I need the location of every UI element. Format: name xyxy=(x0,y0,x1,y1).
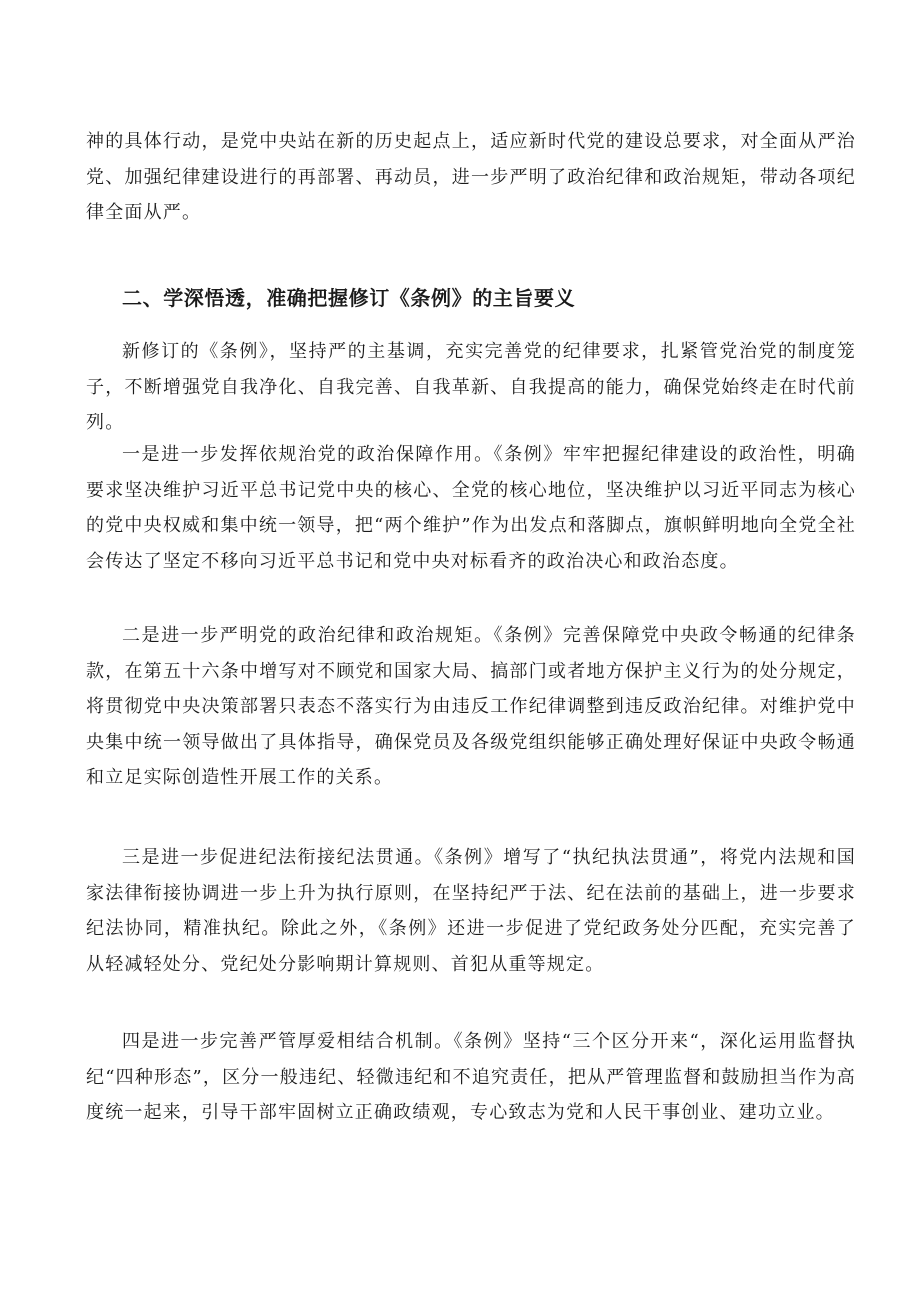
point-one-paragraph: 一是进一步发挥依规治党的政治保障作用。《条例》牢牢把握纪律建设的政治性，明确要求坚决维护习近平总书记党中央的核心、全党的核心地位，坚决维护以习近平同志为核心的党中央权威和集中统一领导，把“两个维护”作为出发点和落脚点，旗帜鲜明地向全党全社会传达了坚定不移向习近平总书记和党中央对标看齐的政治决心和政治态度。 xyxy=(86,444,856,572)
point-three-paragraph: 三是进一步促进纪法衔接纪法贯通。《条例》增写了“执纪执法贯通”，将党内法规和国家法律衔接协调进一步上升为执行原则，在坚持纪严于法、纪在法前的基础上，进一步要求纪法协同，精准执纪。除此之外，《条例》还进一步促进了党纪政务处分匹配，充实完善了从轻减轻处分、党纪处分影响期计算规则、首犯从重等规定。 xyxy=(86,847,856,975)
intro-paragraph: 新修订的《条例》，坚持严的主基调，充实完善党的纪律要求，扎紧管党治党的制度笼子，不断增强党自我净化、自我完善、自我革新、自我提高的能力，确保党始终走在时代前列。 xyxy=(86,341,856,433)
point-two-paragraph: 二是进一步严明党的政治纪律和政治规矩。《条例》完善保障党中央政令畅通的纪律条款，在第五十六条中增写对不顾党和国家大局、搞部门或者地方保护主义行为的处分规定，将贯彻党中央决策部署只表态不落实行为由违反工作纪律调整到违反政治纪律。对维护党中央集中统一领导做出了具体指导，确保党员及各级党组织能够正确处理好保证中央政令畅通和立足实际创造性开展工作的关系。 xyxy=(86,625,856,788)
point-four-paragraph: 四是进一步完善严管厚爱相结合机制。《条例》坚持“三个区分开来“，深化运用监督执纪“四种形态”，区分一般违纪、轻微违纪和不追究责任，把从严管理监督和鼓励担当作为高度统一起来，引导干部牢固树立正确政绩观，专心致志为党和人民干事创业、建功立业。 xyxy=(86,1031,856,1123)
continuation-paragraph: 神的具体行动，是党中央站在新的历史起点上，适应新时代党的建设总要求，对全面从严治党、加强纪律建设进行的再部署、再动员，进一步严明了政治纪律和政治规矩，带动各项纪律全面从严。 xyxy=(86,131,856,223)
section-heading: 二、学深悟透，准确把握修订《条例》的主旨要义 xyxy=(122,286,576,310)
